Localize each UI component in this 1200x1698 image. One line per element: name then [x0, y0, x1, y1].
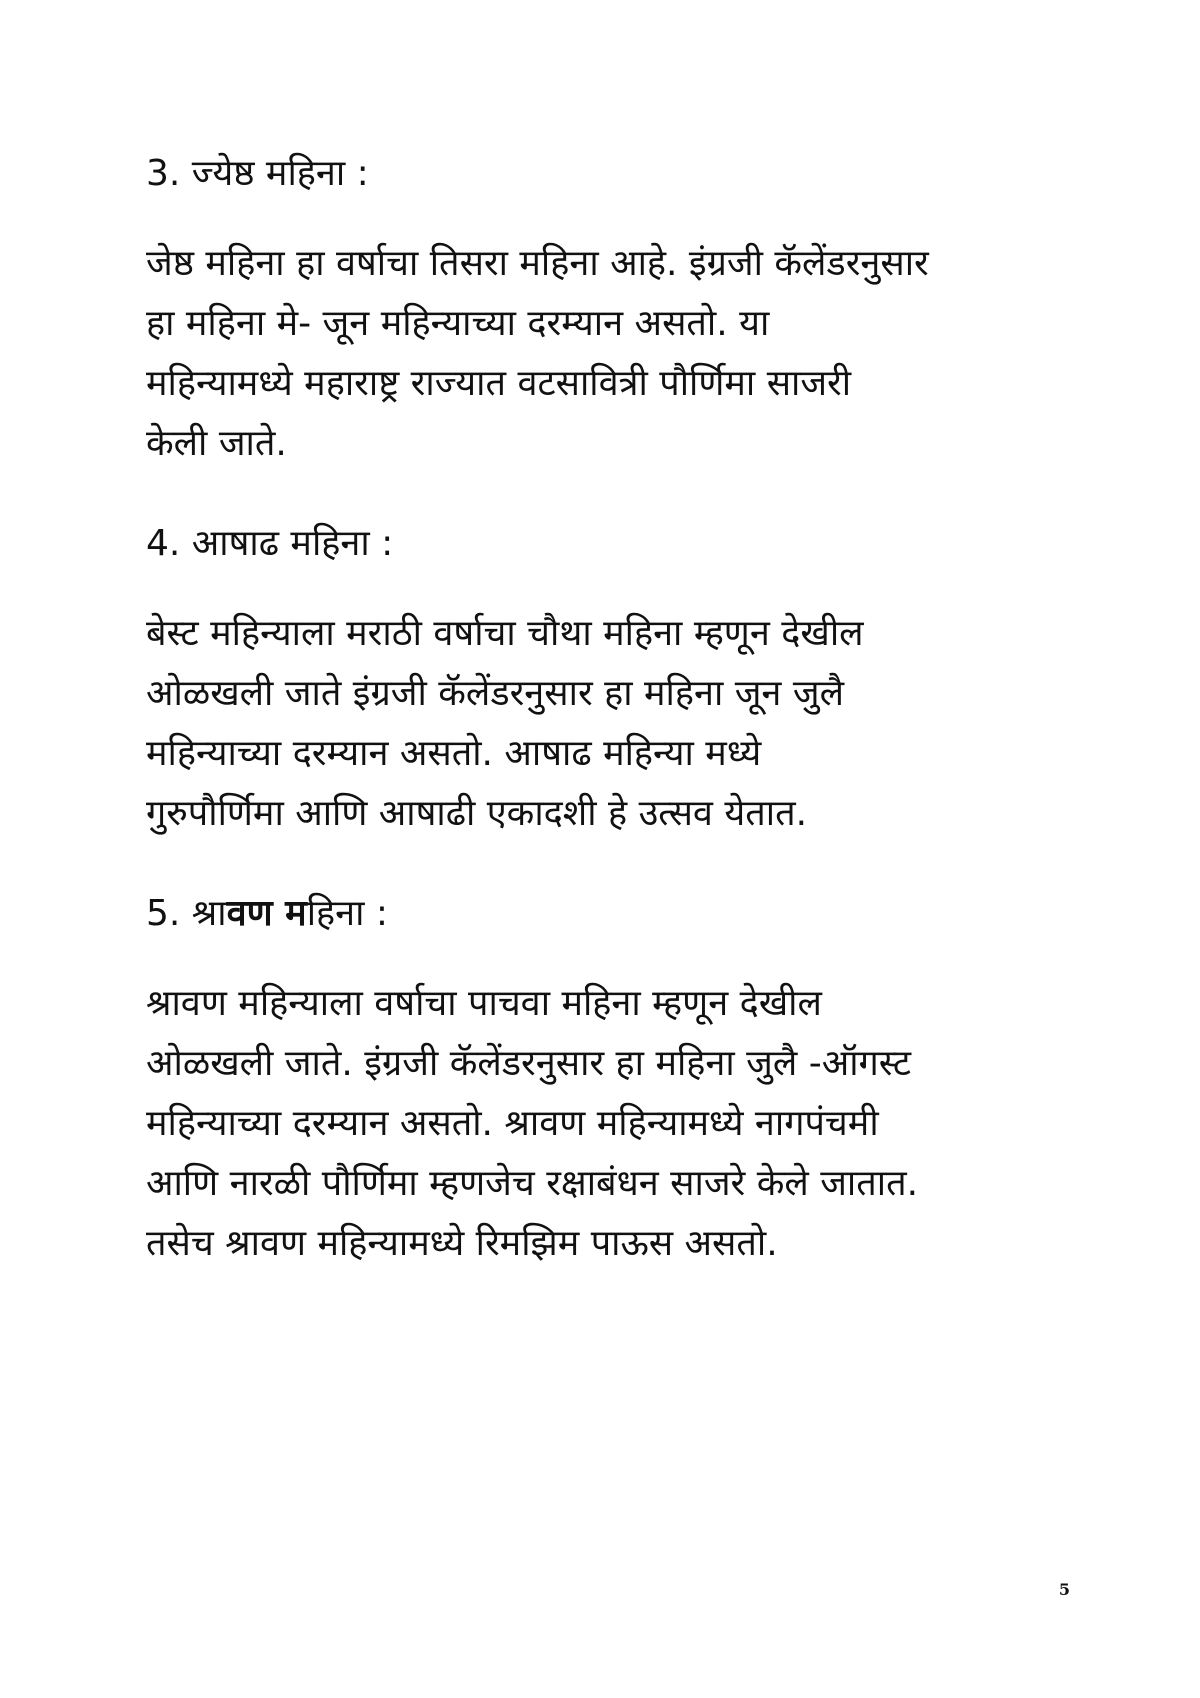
page-content [146, 150, 1076, 1320]
paragraph-line: तसेच श्रावण महिन्यामध्ये रिमझिम पाऊस असतो. [146, 1223, 778, 1264]
heading-bold-part: वण म [226, 893, 307, 934]
paragraph-line: ओळखली जाते. इंग्रजी कॅलेंडरनुसार हा महिना जुलै -ऑगस्ट [146, 1043, 911, 1084]
page-number: 5 [1058, 1580, 1070, 1599]
heading-suffix: हिना : [306, 893, 389, 934]
paragraph-line: श्रावण महिन्याला वर्षाचा पाचवा महिना म्हणून देखील [146, 983, 822, 1024]
paragraph-line: हा महिना मे- जून महिन्याच्या दरम्यान असतो. या [146, 303, 770, 344]
paragraph-line: महिन्याच्या दरम्यान असतो. श्रावण महिन्यामध्ये नागपंचमी [146, 1103, 879, 1144]
paragraph-line: आणि नारळी पौर्णिमा म्हणजेच रक्षाबंधन साजरे केले जातात. [146, 1163, 919, 1204]
section-heading-shravan [146, 890, 1076, 938]
section-paragraph-jyeshtha [146, 234, 1076, 474]
paragraph-line: केली जाते. [146, 423, 287, 464]
paragraph-line: ओळखली जाते इंग्रजी कॅलेंडरनुसार हा महिना जून जुलै [146, 673, 844, 714]
section-heading-ashadh: 4. आषाढ महिना : [146, 523, 394, 564]
paragraph-line: महिन्यामध्ये महाराष्ट्र राज्यात वटसावित्री पौर्णिमा साजरी [146, 363, 852, 404]
section-paragraph-ashadh [146, 604, 1076, 844]
heading-prefix: 5. श्रा [146, 893, 227, 934]
section-heading-jyeshtha: 3. ज्येष्ठ महिना : [146, 153, 369, 194]
section-paragraph-shravan [146, 974, 1076, 1274]
paragraph-line: बेस्ट महिन्याला मराठी वर्षाचा चौथा महिना म्हणून देखील [146, 613, 864, 654]
paragraph-line: जेष्ठ महिना हा वर्षाचा तिसरा महिना आहे. इंग्रजी कॅलेंडरनुसार [146, 243, 929, 284]
paragraph-line: महिन्याच्या दरम्यान असतो. आषाढ महिन्या मध्ये [146, 733, 762, 774]
paragraph-line: गुरुपौर्णिमा आणि आषाढी एकादशी हे उत्सव येतात. [146, 793, 808, 834]
